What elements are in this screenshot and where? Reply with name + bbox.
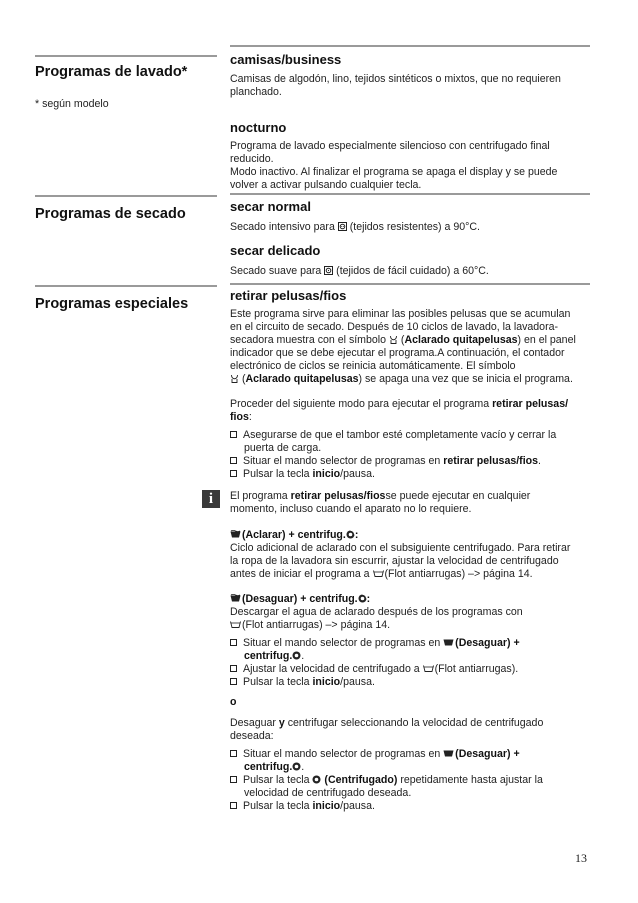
text-line: Descargar el agua de aclarado después de los programas con <box>230 606 523 618</box>
text-fragment: o <box>230 696 237 708</box>
subheading <box>230 593 590 606</box>
easy-care-fabric-icon <box>324 266 333 275</box>
drain-procedure-list <box>230 637 590 689</box>
rinse-spin-section <box>230 529 590 581</box>
text-fragment: Pulsar la tecla <box>243 468 313 480</box>
text-line: deseada: <box>230 730 274 742</box>
text-fragment: Situar el mando selector de programas en <box>243 748 444 760</box>
text-line: Este programa sirve para eliminar las posibles pelusas que se acumulan <box>230 308 571 320</box>
text-fragment: retirar pelusas/fios <box>290 490 386 502</box>
spin-icon <box>292 762 301 771</box>
text-fragment: Secado intensivo para <box>230 221 338 233</box>
spin-icon <box>346 530 355 539</box>
text-fragment: ) se apaga una vez que se inicia el programa. <box>358 373 573 385</box>
program-title-nocturno: nocturno <box>230 120 287 135</box>
text-fragment: /pausa. <box>340 800 375 812</box>
text-line: la ropa de la lavadora sin escurrir, ajustar la velocidad de centrifugado <box>230 555 559 567</box>
text-fragment: Aclarado quitapelusas <box>404 334 518 346</box>
section-divider <box>230 193 590 195</box>
text-fragment: Desaguar <box>230 717 279 729</box>
text-fragment: repetidamente hasta ajustar la <box>397 774 543 786</box>
list-item <box>230 663 590 676</box>
text-fragment: puerta de carga. <box>244 442 322 454</box>
spin-icon <box>292 651 301 660</box>
text-line: momento, incluso cuando el aparato no lo requiere. <box>230 503 472 515</box>
text-fragment: Secado suave para <box>230 265 325 277</box>
rinse-icon <box>230 530 239 539</box>
text-line <box>230 717 590 730</box>
text-fragment: y <box>278 717 285 729</box>
program-title-camisas: camisas/business <box>230 52 342 67</box>
section-divider <box>35 285 217 287</box>
text-fragment: /pausa. <box>340 676 375 688</box>
text-fragment: (Desaguar) + centrifug. <box>239 593 358 605</box>
alternative-intro <box>230 717 590 743</box>
text-fragment: Asegurarse de que el tambor esté completamente vacío y cerrar la <box>243 429 557 441</box>
text-fragment: Pulsar la tecla <box>243 676 313 688</box>
checkbox-bullet-icon <box>230 431 237 438</box>
info-note <box>230 490 590 516</box>
section-divider <box>35 55 217 57</box>
list-item <box>230 748 590 774</box>
section-divider <box>230 45 590 47</box>
text-line: en el circuito de secado. Después de 10 ciclos de lavado, la lavadora- <box>230 321 559 333</box>
text-fragment: : <box>354 529 359 541</box>
text-line: reducido. <box>230 153 274 165</box>
rinse-hold-icon <box>373 569 382 578</box>
alternative-procedure-list <box>230 748 590 813</box>
checkbox-bullet-icon <box>230 665 237 672</box>
text-fragment: Pulsar la tecla <box>243 800 313 812</box>
rinse-hold-icon <box>230 620 239 629</box>
list-item <box>230 676 590 689</box>
text-line <box>230 398 590 411</box>
list-item <box>230 774 590 800</box>
list-item <box>230 637 590 663</box>
program-description-retirar <box>230 308 590 386</box>
text-fragment: (Flot antiarrugas) –> página 14. <box>239 619 391 631</box>
text-fragment: (tejidos resistentes) a 90°C. <box>346 221 480 233</box>
list-item <box>230 455 590 468</box>
program-title-retirar: retirar pelusas/fios <box>230 288 347 303</box>
text-fragment: retirar pelusas/ <box>492 398 569 410</box>
text-fragment: centrifug. <box>244 761 293 773</box>
drain-icon <box>443 749 452 758</box>
checkbox-bullet-icon <box>230 457 237 464</box>
text-fragment: /pausa. <box>340 468 375 480</box>
text-fragment: . <box>301 761 305 773</box>
subheading <box>230 529 590 542</box>
text-line <box>230 568 590 581</box>
drain-icon <box>443 638 452 647</box>
text-fragment: Ajustar la velocidad de centrifugado a <box>243 663 423 675</box>
text-fragment: ( <box>397 334 405 346</box>
info-icon: i <box>202 490 220 508</box>
text-fragment: . <box>301 650 305 662</box>
program-description-secar-delicado <box>230 265 590 278</box>
text-fragment: velocidad de centrifugado deseada. <box>244 787 412 799</box>
program-description-nocturno <box>230 140 590 192</box>
text-line: volver a activar pulsando cualquier tecla. <box>230 179 422 191</box>
text-fragment: (Desaguar) + <box>452 748 520 760</box>
text-fragment: El programa <box>230 490 291 502</box>
section-divider <box>230 283 590 285</box>
text-line <box>230 411 590 424</box>
text-fragment: : <box>366 593 371 605</box>
checkbox-bullet-icon <box>230 470 237 477</box>
text-fragment: centrifug. <box>244 650 293 662</box>
program-title-secar-delicado: secar delicado <box>230 243 321 258</box>
text-line: Ciclo adicional de aclarado con el subsiguiente centrifugado. Para retirar <box>230 542 571 554</box>
lint-filter-icon <box>230 374 239 383</box>
text-fragment: Proceder del siguiente modo para ejecutar el programa <box>230 398 493 410</box>
text-fragment: Pulsar la tecla <box>243 774 313 786</box>
text-fragment: (Flot antiarrugas) –> página 14. <box>381 568 533 580</box>
drain-spin-section <box>230 593 590 632</box>
text-fragment: ( <box>239 373 246 385</box>
text-line: electrónico de ciclos se reinicia automáticamente. El símbolo <box>230 360 516 372</box>
text-fragment: antes de iniciar el programa a <box>230 568 373 580</box>
text-fragment: inicio <box>312 468 341 480</box>
text-fragment: ) en el panel <box>517 334 576 346</box>
text-fragment: (tejidos de fácil cuidado) a 60°C. <box>333 265 489 277</box>
checkbox-bullet-icon <box>230 750 237 757</box>
text-fragment: . <box>538 455 541 467</box>
rinse-hold-icon <box>423 664 432 673</box>
page-number: 13 <box>575 851 587 865</box>
text-line <box>230 619 590 632</box>
text-line: indicador que se debe ejecutar el programa.A continuación, el contador <box>230 347 565 359</box>
checkbox-bullet-icon <box>230 776 237 783</box>
list-item <box>230 429 590 455</box>
procedure-list <box>230 429 590 481</box>
text-fragment: (Aclarar) + centrifug. <box>239 529 346 541</box>
model-note: * según modelo <box>35 98 109 110</box>
alternative-label <box>230 696 590 709</box>
text-line <box>230 373 590 386</box>
text-fragment: Situar el mando selector de programas en <box>243 637 444 649</box>
procedure-intro <box>230 398 590 424</box>
text-fragment: Aclarado quitapelusas <box>245 373 359 385</box>
program-title-secar-normal: secar normal <box>230 199 311 214</box>
text-fragment: Situar el mando selector de programas en <box>243 455 444 467</box>
text-fragment: : <box>248 411 252 423</box>
checkbox-bullet-icon <box>230 639 237 646</box>
checkbox-bullet-icon <box>230 678 237 685</box>
program-description-secar-normal <box>230 221 590 234</box>
text-fragment: se puede ejecutar en cualquier <box>385 490 531 502</box>
text-line <box>230 490 590 503</box>
text-fragment: retirar pelusas/fios <box>443 455 539 467</box>
list-item <box>230 468 590 481</box>
text-fragment: (Desaguar) + <box>452 637 520 649</box>
text-fragment: (Flot antiarrugas). <box>431 663 519 675</box>
text-line: Programa de lavado especialmente silencioso con centrifugado final <box>230 140 550 152</box>
list-item <box>230 800 590 813</box>
checkbox-bullet-icon <box>230 802 237 809</box>
text-line <box>230 334 590 347</box>
section-title-special: Programas especiales <box>35 296 189 312</box>
drain-icon <box>230 594 239 603</box>
text-fragment: (Centrifugado) <box>321 774 398 786</box>
text-fragment: fios <box>230 411 249 423</box>
text-fragment: centrifugar seleccionando la velocidad de centrifugado <box>284 717 544 729</box>
text-line: Modo inactivo. Al finalizar el programa se apaga el display y se puede <box>230 166 558 178</box>
lint-filter-icon <box>389 335 398 344</box>
text-fragment: inicio <box>312 800 341 812</box>
section-title-drying: Programas de secado <box>35 206 186 222</box>
section-divider <box>35 195 217 197</box>
text-fragment: secadora muestra con el símbolo <box>230 334 389 346</box>
spin-icon <box>358 594 367 603</box>
text-fragment: inicio <box>312 676 341 688</box>
program-description-camisas: Camisas de algodón, lino, tejidos sintéticos o mixtos, que no requieren planchado. <box>230 73 561 98</box>
section-title-washing: Programas de lavado* <box>35 64 188 80</box>
resistant-fabric-icon <box>338 222 347 231</box>
